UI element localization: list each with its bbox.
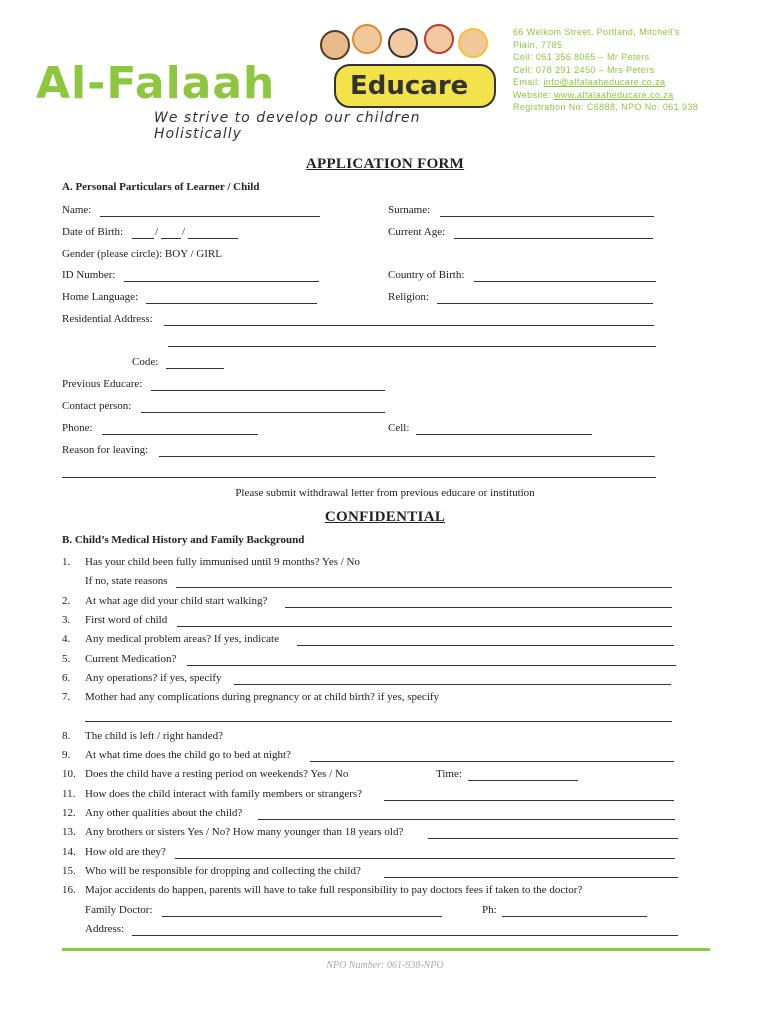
- educare-text: Educare: [350, 71, 469, 101]
- question-12-text: Any other qualities about the child?: [85, 807, 243, 819]
- child-face-1: [320, 30, 350, 60]
- address-field[interactable]: [132, 935, 678, 936]
- dob-label: Date of Birth:: [62, 226, 124, 238]
- contact-website-row: [513, 89, 753, 102]
- child-face-4: [424, 24, 454, 54]
- website-link[interactable]: www.alfalaaheducare.co.za: [553, 89, 674, 100]
- reason-field-1[interactable]: [159, 456, 655, 457]
- code-label: Code:: [132, 356, 159, 368]
- question-2-text: At what age did your child start walking?: [85, 595, 268, 607]
- question-number: 10.: [62, 768, 76, 780]
- time-field[interactable]: [468, 780, 578, 781]
- question-number: 15.: [62, 865, 76, 877]
- logo-main-text: Al-Falaah: [36, 58, 276, 109]
- question-5-field[interactable]: [187, 665, 676, 666]
- educare-box: [334, 64, 496, 108]
- question-13-text: Any brothers or sisters Yes / No? How many younger than 18 years old?: [85, 826, 404, 838]
- previous-educare-label: Previous Educare:: [62, 378, 143, 390]
- family-doctor-label: Family Doctor:: [85, 904, 153, 916]
- question-15-field[interactable]: [384, 877, 678, 878]
- address-label: Address:: [85, 923, 125, 935]
- question-6-field[interactable]: [234, 684, 671, 685]
- cell-label: Cell:: [388, 422, 410, 434]
- form-title: APPLICATION FORM: [305, 156, 465, 172]
- reason-label: Reason for leaving:: [62, 444, 149, 456]
- question-number: 11.: [62, 788, 76, 800]
- question-7-field[interactable]: [85, 721, 672, 722]
- current-age-label: Current Age:: [388, 226, 446, 238]
- question-number: 7.: [62, 691, 71, 703]
- contact-block: [513, 26, 753, 114]
- question-2-field[interactable]: [285, 607, 672, 608]
- time-label: Time:: [436, 768, 462, 780]
- contact-address-1: 66 Welkom Street, Portland, Mitchell's: [513, 27, 680, 37]
- confidential-heading: CONFIDENTIAL: [324, 509, 446, 525]
- religion-label: Religion:: [388, 291, 429, 303]
- question-14-text: How old are they?: [85, 846, 166, 858]
- country-label: Country of Birth:: [388, 269, 465, 281]
- child-face-3: [388, 28, 418, 58]
- phone-field[interactable]: [102, 434, 258, 435]
- phone-label: Phone:: [62, 422, 93, 434]
- code-field[interactable]: [166, 368, 224, 369]
- ph-label: Ph:: [482, 904, 497, 916]
- dob-separator-1: /: [155, 226, 159, 238]
- question-11-text: How does the child interact with family members or strangers?: [85, 788, 363, 800]
- dob-separator-2: /: [182, 226, 186, 238]
- question-9-field[interactable]: [310, 761, 674, 762]
- dob-month-field[interactable]: [161, 238, 181, 239]
- gender-label[interactable]: Gender (please circle): BOY / GIRL: [62, 248, 222, 260]
- question-number: 2.: [62, 595, 71, 607]
- id-number-field[interactable]: [124, 281, 319, 282]
- child-face-2: [352, 24, 382, 54]
- withdrawal-note: Please submit withdrawal letter from previous educare or institution: [235, 487, 535, 499]
- question-3-field[interactable]: [177, 626, 672, 627]
- question-number: 8.: [62, 730, 71, 742]
- current-age-field[interactable]: [454, 238, 653, 239]
- residential-field-2[interactable]: [168, 346, 656, 347]
- question-7-text: Mother had any complications during pregnancy or at child birth? if yes, specify: [85, 691, 440, 703]
- question-number: 9.: [62, 749, 71, 761]
- question-8-text[interactable]: The child is left / right handed?: [85, 730, 224, 742]
- tagline: We strive to develop our children Holistically: [154, 110, 421, 142]
- question-1-text[interactable]: Has your child been fully immunised until 9 months? Yes / No: [85, 556, 360, 568]
- section-a-heading: A. Personal Particulars of Learner / Child: [62, 181, 260, 193]
- question-14-field[interactable]: [175, 858, 675, 859]
- name-label: Name:: [62, 204, 92, 216]
- contact-cell-2: Cell: 078 291 2450 – Mrs Peters: [513, 64, 655, 75]
- reason-field-2[interactable]: [62, 477, 656, 478]
- question-6-text: Any operations? if yes, specify: [85, 672, 222, 684]
- footer-npo-number: NPO Number: 061-938-NPO: [326, 960, 444, 971]
- name-field[interactable]: [100, 216, 320, 217]
- residential-label: Residential Address:: [62, 313, 153, 325]
- child-face-5: [458, 28, 488, 58]
- question-11-field[interactable]: [384, 800, 674, 801]
- question-number: 3.: [62, 614, 71, 626]
- cell-field[interactable]: [416, 434, 592, 435]
- religion-field[interactable]: [437, 303, 653, 304]
- question-9-text: At what time does the child go to bed at night?: [85, 749, 291, 761]
- question-1b-field[interactable]: [176, 587, 672, 588]
- question-number: 5.: [62, 653, 71, 665]
- question-3-text: First word of child: [85, 614, 168, 626]
- question-5-text: Current Medication?: [85, 653, 177, 665]
- question-number: 1.: [62, 556, 71, 568]
- question-16-text: Major accidents do happen, parents will have to take full responsibility to pay doctors fees if taken to the doctor?: [85, 884, 583, 896]
- question-1b-text: If no, state reasons: [85, 575, 168, 587]
- id-number-label: ID Number:: [62, 269, 116, 281]
- contact-person-label: Contact person:: [62, 400, 132, 412]
- children-illustration: [318, 26, 508, 66]
- question-10-text[interactable]: Does the child have a resting period on weekends? Yes / No: [85, 768, 349, 780]
- dob-year-field[interactable]: [188, 238, 238, 239]
- dob-day-field[interactable]: [132, 238, 154, 239]
- section-b-heading: B. Child’s Medical History and Family Background: [62, 534, 305, 546]
- question-number: 14.: [62, 846, 76, 858]
- question-13-field[interactable]: [428, 838, 678, 839]
- home-language-label: Home Language:: [62, 291, 139, 303]
- email-label: Email:: [513, 77, 544, 87]
- question-4-field[interactable]: [297, 645, 674, 646]
- residential-field-1[interactable]: [164, 325, 654, 326]
- contact-registration: Registration No: C6888, NPO No: 061 938: [513, 102, 699, 112]
- question-number: 16.: [62, 884, 76, 896]
- contact-cell-1: Cell: 061 356 8065 – Mr Peters: [513, 52, 650, 62]
- contact-email-row: [513, 76, 753, 89]
- question-number: 6.: [62, 672, 71, 684]
- website-label: Website:: [513, 89, 554, 100]
- previous-educare-field[interactable]: [151, 390, 385, 391]
- surname-label: Surname:: [388, 204, 431, 216]
- contact-person-field[interactable]: [141, 412, 385, 413]
- logo: [36, 40, 506, 142]
- family-doctor-field[interactable]: [162, 916, 442, 917]
- footer-divider: [62, 948, 710, 951]
- question-number: 4.: [62, 633, 71, 645]
- country-field[interactable]: [474, 281, 656, 282]
- question-12-field[interactable]: [258, 819, 675, 820]
- contact-address-2: Plain, 7785: [513, 39, 563, 50]
- question-number: 13.: [62, 826, 76, 838]
- email-link[interactable]: info@alfalaaheducare.co.za: [543, 77, 666, 87]
- question-4-text: Any medical problem areas? If yes, indicate: [85, 633, 279, 645]
- home-language-field[interactable]: [146, 303, 317, 304]
- ph-field[interactable]: [502, 916, 647, 917]
- question-15-text: Who will be responsible for dropping and collecting the child?: [85, 865, 361, 877]
- question-number: 12.: [62, 807, 76, 819]
- surname-field[interactable]: [440, 216, 654, 217]
